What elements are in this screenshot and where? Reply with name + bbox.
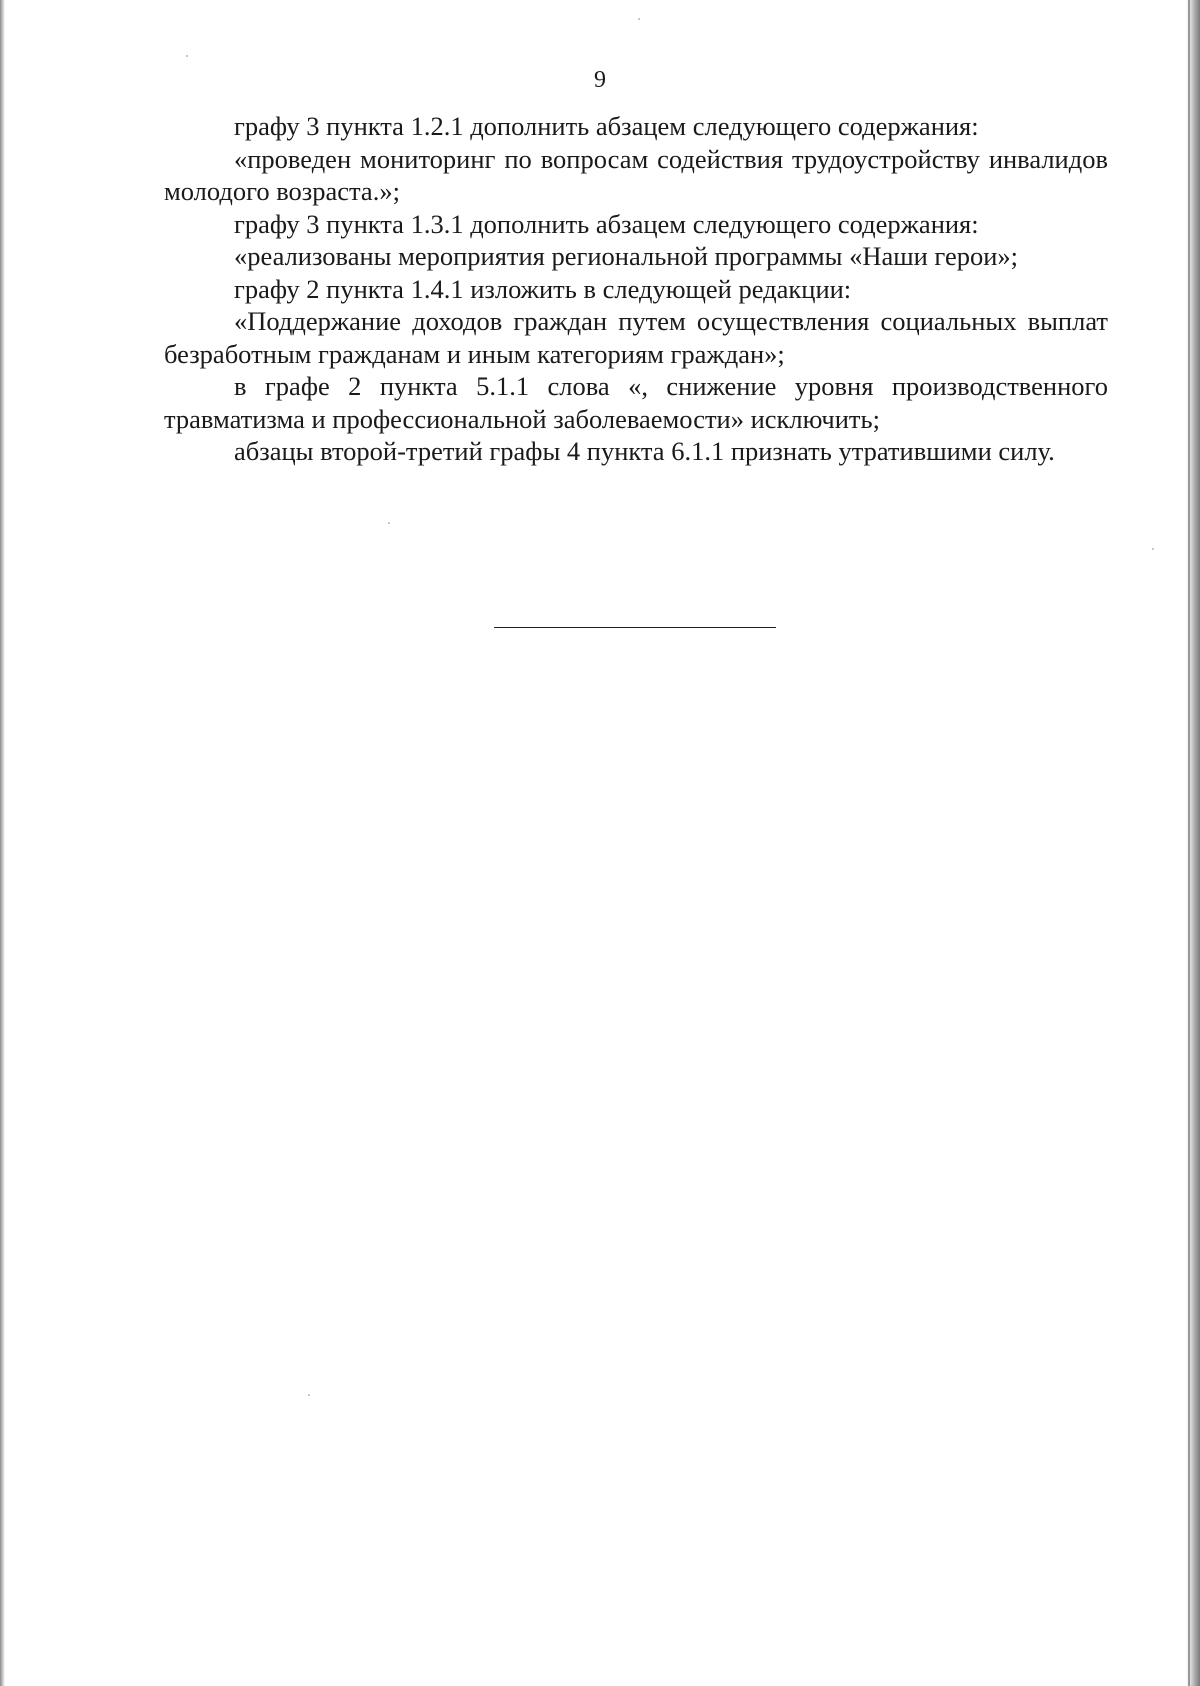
paragraph: графу 3 пункта 1.3.1 дополнить абзацем следующего содержания: [234, 208, 979, 239]
paragraph: графу 2 пункта 1.4.1 изложить в следующей редакции: [234, 273, 852, 304]
scan-speck [1152, 548, 1154, 550]
paragraph: «реализованы мероприятия региональной программы «Наши герои»; [234, 241, 1019, 271]
scan-speck [388, 522, 390, 524]
document-body [164, 110, 1108, 468]
closing-divider-line [494, 627, 776, 628]
scan-edge-right-line [1188, 0, 1190, 1686]
paragraph: «Поддержание доходов граждан путем осуществления социальных выплат безработным гражданам и иным категориям граждан»; [164, 306, 1108, 369]
paragraph: графу 3 пункта 1.2.1 дополнить абзацем следующего содержания: [234, 111, 979, 141]
scan-speck [308, 1394, 310, 1396]
page-number: 9 [594, 67, 606, 93]
paragraph: в графе 2 пункта 5.1.1 слова «, снижение уровня производственного травматизма и профессиональной заболеваемости» исключить; [164, 371, 1108, 434]
paragraph: «проведен мониторинг по вопросам содействия трудоустройству инвалидов молодого возраста.»; [164, 143, 1108, 206]
scan-speck [186, 55, 188, 57]
paragraph: абзацы второй-третий графы 4 пункта 6.1.1 признать утратившими силу. [234, 436, 1055, 466]
scan-edge-left [0, 0, 5, 1686]
scan-speck [638, 18, 640, 20]
